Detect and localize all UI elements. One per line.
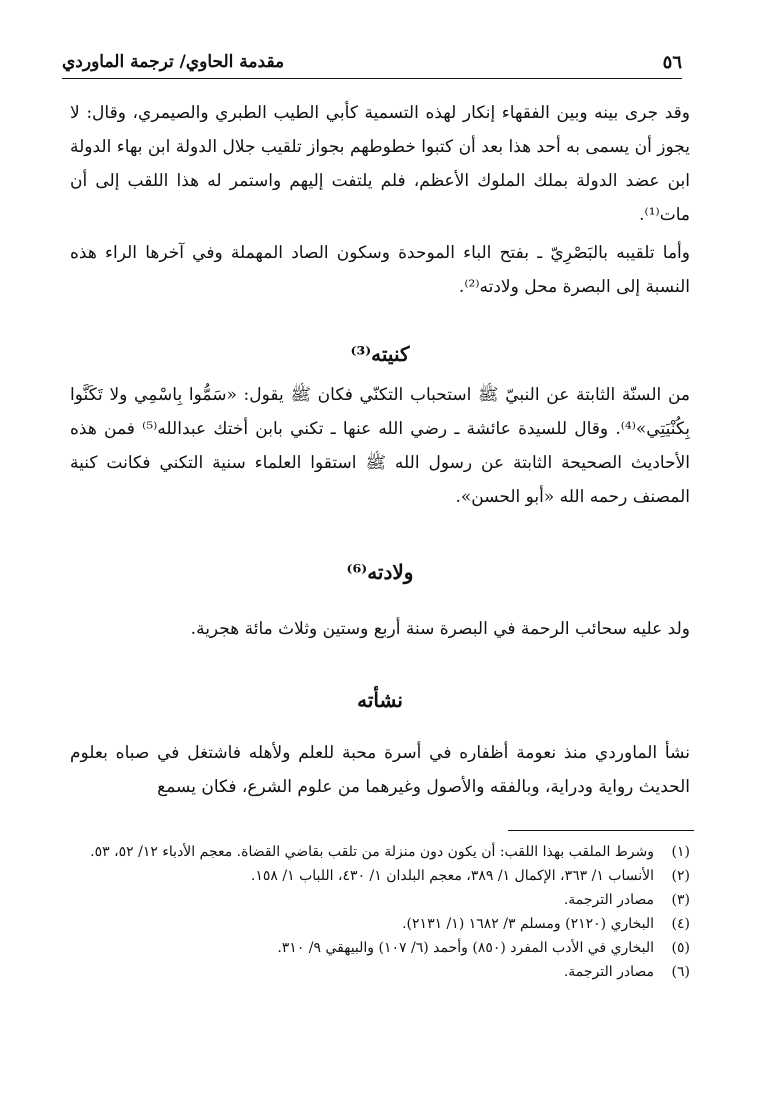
footnote-text: وشرط الملقب بهذا اللقب: أن يكون دون منزلة من تلقب بقاضي القضاة. معجم الأدباء ١٢/ ٥٢، ٥٣. [90, 844, 654, 860]
paragraph-kunya: من السنّة الثابتة عن النبيّ ﷺ استحباب التكنّي فكان ﷺ يقول: «سَمُّوا بِاسْمِي ولا تَكَنَّوا بِكُنْيَتِي»⁽⁴⁾. وقال للسيدة عائشة ـ رضي الله عنها ـ تكني بابن أختك عبدالله⁽⁵⁾ فمن هذه الأحاديث الصحيحة الثابتة عن رسول الله ﷺ استقوا العلماء سنية التكني فكانت كنية المصنف رحمه الله «أبو الحسن». [70, 385, 690, 507]
header-rule [62, 78, 682, 79]
footnote-rule [508, 830, 694, 831]
heading-upbringing: نشأته [357, 688, 403, 712]
footnote [70, 840, 690, 864]
footnote-number: (٢) [671, 868, 690, 884]
heading-kunya: كنيته⁽³⁾ [350, 342, 410, 366]
footnotes [70, 840, 690, 984]
running-header [62, 48, 682, 80]
section-titles-paragraph [70, 96, 690, 232]
paragraph-title-objection: وقد جرى بينه وبين الفقهاء إنكار لهذه التسمية كأبي الطيب الطبري والصيمري، وقال: لا يجوز أن يسمى به أحد هذا بعد أن كتبوا خطوطهم بجواز تلقيب جلال الدولة ابن بهاء الدولة ابن عضد الدولة بملك الملوك الأعظم، فلم يلتفت إليهم واستمر له هذا اللقب إلى أن مات⁽¹⁾. [70, 103, 690, 225]
paragraph-birth: ولد عليه سحائب الرحمة في البصرة سنة أربع وستين وثلاث مائة هجرية. [190, 619, 690, 639]
running-title: مقدمة الحاوي/ ترجمة الماوردي [62, 52, 285, 72]
paragraph-basri: وأما تلقيبه بالبَصْرِيّ ـ بفتح الباء الموحدة وسكون الصاد المهملة وفي آخرها الراء هذه النسبة إلى البصرة محل ولادته⁽²⁾. [70, 243, 690, 297]
footnote-text: الأنساب ١/ ٣٦٣، الإكمال ١/ ٣٨٩، معجم البلدان ١/ ٤٣٠، اللباب ١/ ١٥٨. [250, 868, 654, 884]
footnote [70, 960, 690, 984]
footnote-number: (٦) [671, 964, 690, 980]
footnote-text: البخاري في الأدب المفرد (٨٥٠) وأحمد (٦/ ١٠٧) والبيهقي ٩/ ٣١٠. [277, 940, 654, 956]
page-number: ٥٦ [662, 52, 682, 73]
footnote [70, 864, 690, 888]
section-basri-paragraph [70, 236, 690, 304]
footnote-number: (٥) [671, 940, 690, 956]
footnote-number: (٤) [671, 916, 690, 932]
section-upbringing [70, 736, 690, 804]
footnote [70, 912, 690, 936]
footnote-number: (٣) [671, 892, 690, 908]
paragraph-upbringing: نشأ الماوردي منذ نعومة أظفاره في أسرة محبة للعلم ولأهله فاشتغل في صباه بعلوم الحديث رواية ودراية، وبالفقه والأصول وغيرهما من علوم الشرع، فكان يسمع [70, 743, 690, 797]
footnote-text: مصادر الترجمة. [563, 964, 654, 980]
footnote-text: مصادر الترجمة. [563, 892, 654, 908]
footnote-text: البخاري (٢١٢٠) ومسلم ٣/ ١٦٨٢ (١/ ٢١٣١). [402, 916, 654, 932]
heading-birth: ولادته⁽⁶⁾ [346, 560, 414, 584]
footnote-number: (١) [671, 844, 690, 860]
footnote [70, 888, 690, 912]
footnote [70, 936, 690, 960]
section-kunya [70, 378, 690, 514]
section-birth [70, 612, 690, 646]
